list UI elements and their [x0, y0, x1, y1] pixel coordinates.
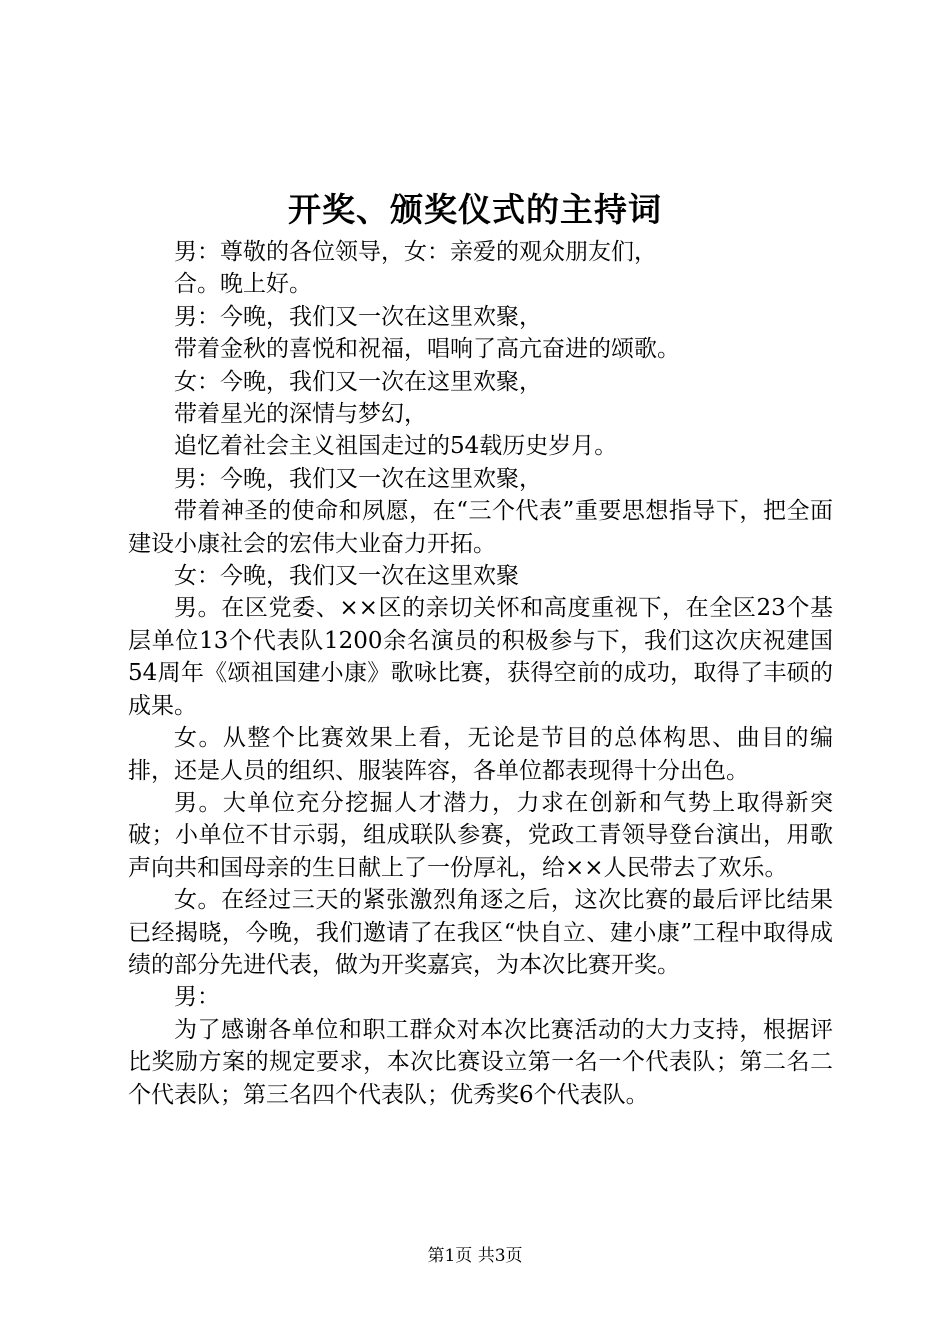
paragraph: 男：尊敬的各位领导，女：亲爱的观众朋友们， [174, 239, 657, 265]
paragraph: 女：今晚，我们又一次在这里欢聚 [174, 563, 519, 590]
paragraph: 带着神圣的使命和夙愿，在“三个代表”重要思想指导下，把全面建设小康社会的宏伟大业奋力开拓。 [128, 498, 833, 557]
paragraph: 男。大单位充分挖掘人才潜力，力求在创新和气势上取得新突破；小单位不甘示弱，组成联队参赛，党政工青领导登台演出，用歌声向共和国母亲的生日献上了一份厚礼，给××人民带去了欢乐。 [128, 789, 833, 881]
document-title: 开奖、颁奖仪式的主持词 [288, 190, 662, 229]
paragraph: 女。在经过三天的紧张激烈角逐之后，这次比赛的最后评比结果已经揭晓，今晚，我们邀请了在我区“快自立、建小康”工程中取得成绩的部分先进代表，做为开奖嘉宾，为本次比赛开奖。 [128, 887, 833, 978]
paragraph: 追忆着社会主义祖国走过的54载历史岁月。 [174, 433, 618, 460]
paragraph: 女：今晚，我们又一次在这里欢聚， [174, 368, 542, 395]
paragraph: 为了感谢各单位和职工群众对本次比赛活动的大力支持，根据评比奖励方案的规定要求，本次比赛设立第一名一个代表队；第二名二个代表队；第三名四个代表队；优秀奖6个代表队。 [128, 1016, 833, 1108]
paragraph: 合。晚上好。 [174, 271, 312, 298]
paragraph: 男：今晚，我们又一次在这里欢聚， [174, 303, 542, 330]
paragraph: 带着金秋的喜悦和祝福，唱响了高亢奋进的颂歌。 [174, 336, 680, 363]
paragraph: 男：今晚，我们又一次在这里欢聚， [174, 465, 542, 492]
paragraph: 男。在区党委、××区的亲切关怀和高度重视下，在全区23个基层单位13个代表队1200余名演员的积极参与下，我们这次庆祝建国54周年《颂祖国建小康》歌咏比赛，获得空前的成功，取得了丰硕的成果。 [128, 595, 833, 719]
page-footer: 第1页 共3页 [427, 1246, 523, 1266]
paragraph: 带着星光的深情与梦幻， [174, 401, 427, 428]
paragraph: 女。从整个比赛效果上看，无论是节目的总体构思、曲目的编排，还是人员的组织、服装阵容，各单位都表现得十分出色。 [128, 725, 833, 784]
document-body [128, 236, 833, 1111]
paragraph: 男： [174, 984, 220, 1011]
